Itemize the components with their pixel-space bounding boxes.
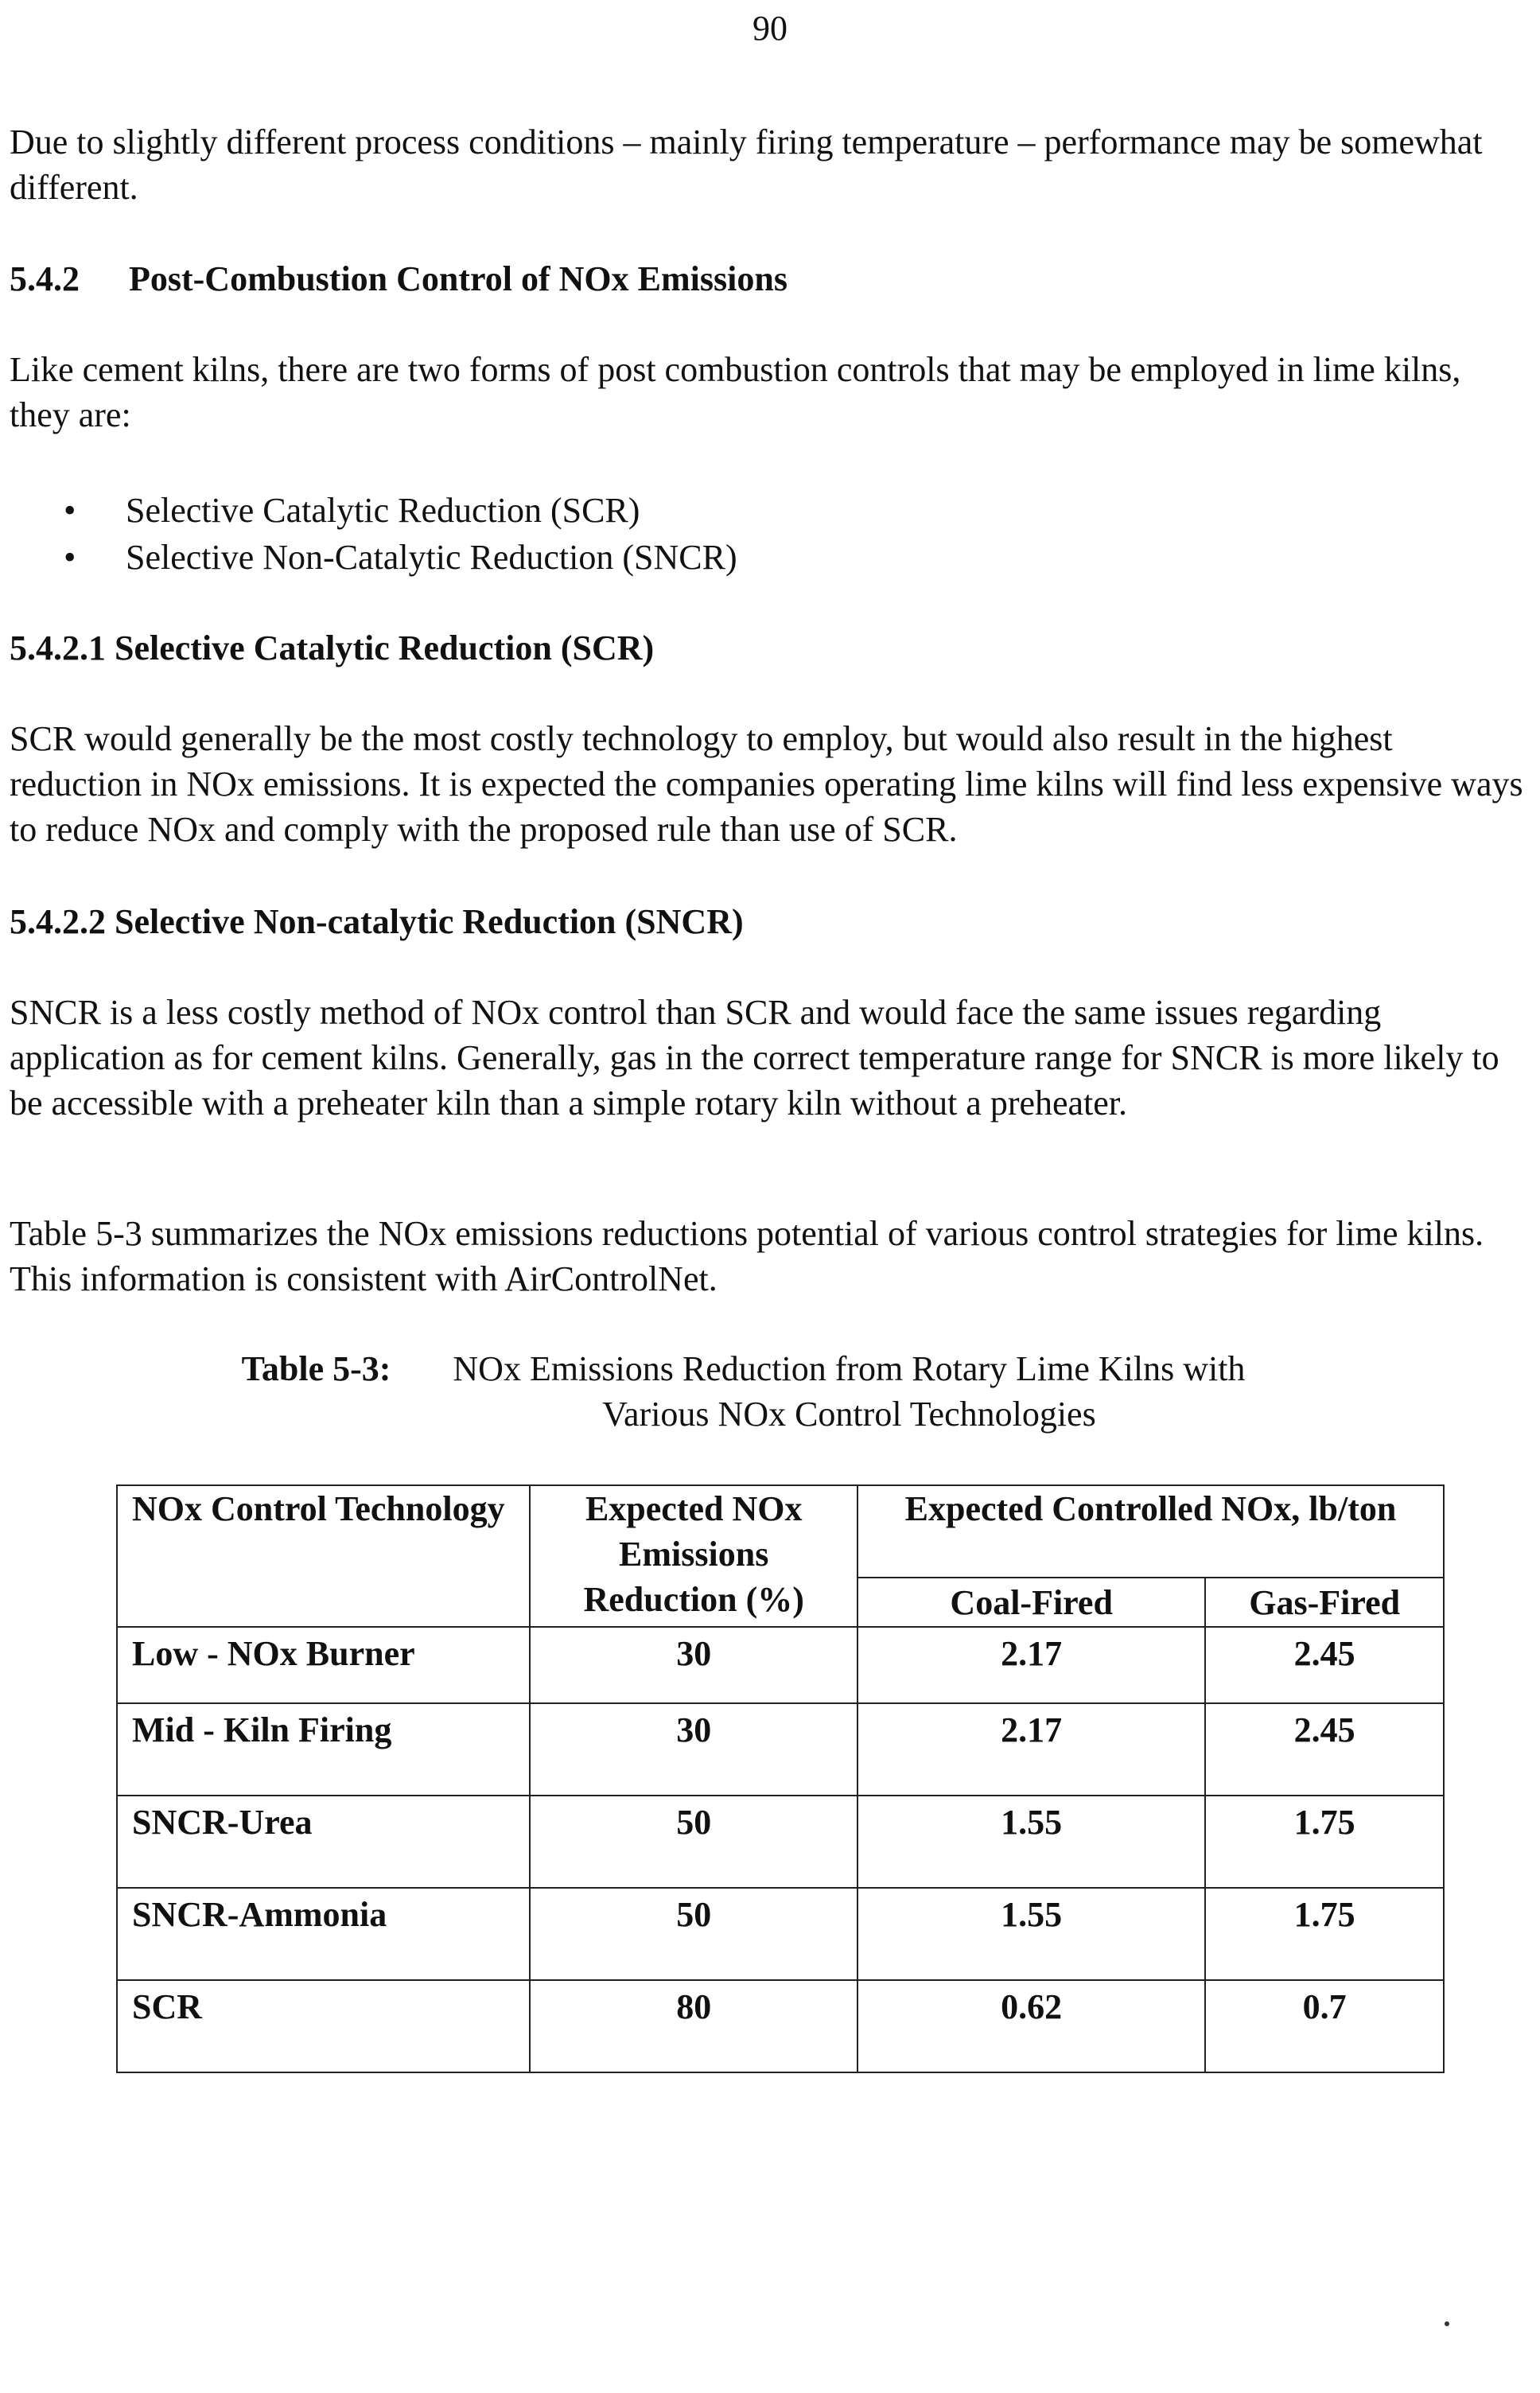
cell-technology: Mid - Kiln Firing [117, 1703, 530, 1796]
cell-gas: 2.45 [1205, 1627, 1444, 1703]
cell-coal: 2.17 [858, 1703, 1205, 1796]
section-title: Post-Combustion Control of NOx Emissions [129, 259, 788, 298]
section-heading [10, 256, 788, 302]
cell-technology: Low - NOx Burner [117, 1627, 530, 1703]
bullet-list [64, 487, 737, 581]
scan-speck [1445, 2321, 1449, 2326]
header-coal-fired: Coal-Fired [858, 1578, 1205, 1627]
cell-coal: 2.17 [858, 1627, 1205, 1703]
scr-heading: 5.4.2.1 Selective Catalytic Reduction (SCR) [10, 628, 655, 667]
table-caption-text: NOx Emissions Reduction from Rotary Lime Kilns with Various NOx Control Technologies [453, 1349, 1246, 1434]
cell-reduction: 80 [530, 1980, 858, 2072]
cell-technology: SNCR-Urea [117, 1796, 530, 1888]
page-number: 90 [752, 9, 788, 48]
cell-coal: 1.55 [858, 1796, 1205, 1888]
intro-paragraph: Due to slightly different process conditions – mainly firing temperature – performance may be somewhat different. [10, 123, 1483, 207]
table-row [117, 1627, 1444, 1703]
table-intro-paragraph: Table 5-3 summarizes the NOx emissions reductions potential of various control strategies for lime kilns. This information is consistent with AirControlNet. [10, 1214, 1484, 1298]
header-gas-fired: Gas-Fired [1205, 1578, 1444, 1627]
cell-reduction: 30 [530, 1703, 858, 1796]
cell-reduction: 50 [530, 1796, 858, 1888]
cell-coal: 0.62 [858, 1980, 1205, 2072]
list-item-text: Selective Non-Catalytic Reduction (SNCR) [126, 538, 737, 577]
table-row [117, 1703, 1444, 1796]
table-caption-label: Table 5-3: [241, 1349, 391, 1388]
bullet-icon: • [64, 538, 76, 577]
table-row [117, 1980, 1444, 2072]
table-row [117, 1888, 1444, 1980]
cell-gas: 1.75 [1205, 1888, 1444, 1980]
cell-technology: SNCR-Ammonia [117, 1888, 530, 1980]
header-controlled: Expected Controlled NOx, lb/ton [858, 1485, 1444, 1578]
bullet-icon: • [64, 491, 76, 530]
sncr-paragraph: SNCR is a less costly method of NOx control than SCR and would face the same issues regarding application as for cement kilns. Generally, gas in the correct temperature range for SNCR is more likely to be accessible with a preheater kiln than a simple rotary kiln without a preheater. [10, 993, 1499, 1123]
table-caption [0, 1346, 1540, 1437]
section-number: 5.4.2 [10, 259, 80, 298]
table-row [117, 1796, 1444, 1888]
list-item-text: Selective Catalytic Reduction (SCR) [126, 491, 640, 530]
nox-table [116, 1484, 1445, 2073]
cell-gas: 1.75 [1205, 1796, 1444, 1888]
table-header-row [117, 1485, 1444, 1578]
section-intro: Like cement kilns, there are two forms of post combustion controls that may be employed in lime kilns, they are: [10, 350, 1461, 434]
sncr-heading: 5.4.2.2 Selective Non-catalytic Reduction (SNCR) [10, 902, 744, 941]
header-technology: NOx Control Technology [117, 1485, 530, 1627]
cell-technology: SCR [117, 1980, 530, 2072]
header-reduction: Expected NOx Emissions Reduction (%) [530, 1485, 858, 1627]
list-item [64, 487, 737, 534]
cell-reduction: 30 [530, 1627, 858, 1703]
list-item [64, 534, 737, 581]
cell-coal: 1.55 [858, 1888, 1205, 1980]
cell-gas: 2.45 [1205, 1703, 1444, 1796]
cell-reduction: 50 [530, 1888, 858, 1980]
scr-paragraph: SCR would generally be the most costly technology to employ, but would also result in the highest reduction in NOx emissions. It is expected the companies operating lime kilns will find less expensive ways to reduce NOx and comply with the proposed rule than use of SCR. [10, 719, 1523, 849]
cell-gas: 0.7 [1205, 1980, 1444, 2072]
